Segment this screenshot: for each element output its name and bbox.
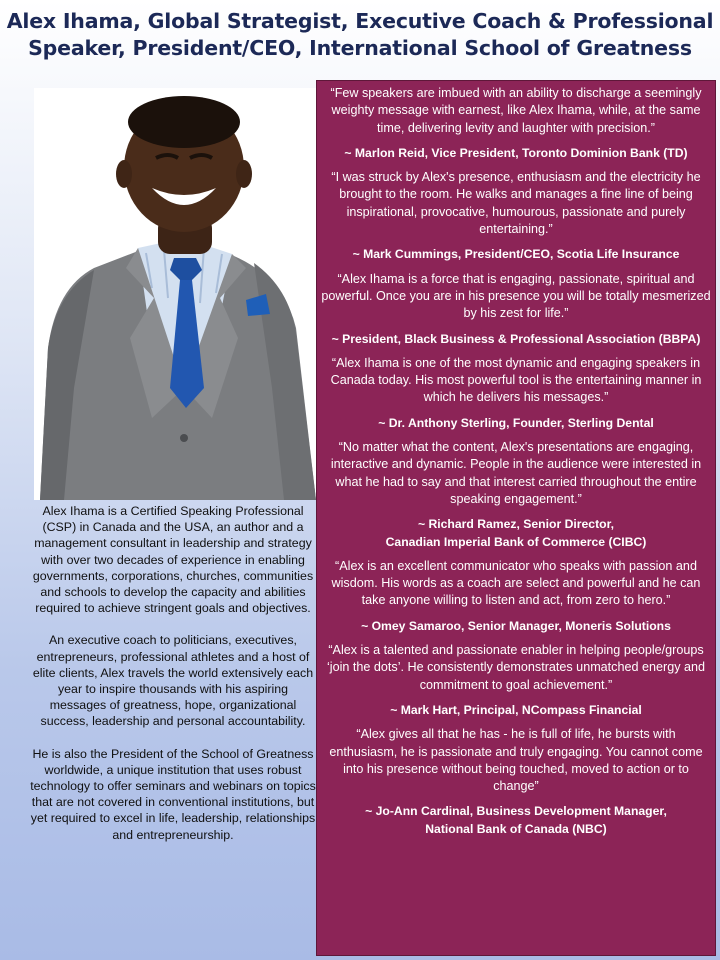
testimonial-quote: “Alex gives all that he has - he is full of life, he bursts with enthusiasm, he is passionate and truly engaging. You cannot come into his presence without being touched, moved to action or to change” [329, 727, 703, 794]
attribution-line: ~ Omey Samaroo, Senior Manager, Moneris Solutions [361, 618, 671, 633]
testimonials-panel [316, 80, 716, 956]
attribution-line: ~ Marlon Reid, Vice President, Toronto Dominion Bank (TD) [344, 145, 688, 160]
bio-paragraph: An executive coach to politicians, executives, entrepreneurs, professional athletes and a host of elite clients, Alex travels the world extensively each year to inspire thousands with his aspiring messages of greatness, hope, organizational success, leadership and personal accountability. [32, 633, 314, 729]
page-title [0, 8, 720, 62]
title-line-2: Speaker, President/CEO, International School of Greatness [28, 36, 692, 60]
portrait-illustration [34, 88, 316, 500]
attribution-line: ~ Dr. Anthony Sterling, Founder, Sterling Dental [378, 415, 654, 430]
testimonial-attribution [321, 803, 711, 838]
testimonial-attribution [321, 331, 711, 348]
attribution-line: ~ Richard Ramez, Senior Director, [417, 517, 615, 532]
attribution-line: ~ Mark Hart, Principal, NCompass Financial [390, 702, 642, 717]
testimonial-quote: “Alex Ihama is one of the most dynamic and engaging speakers in Canada today. His most powerful tool is the entertaining manner in which he delivers his messages.” [330, 355, 702, 405]
title-line-1: Alex Ihama, Global Strategist, Executive Coach & Professional [6, 9, 714, 33]
attribution-line: ~ Jo-Ann Cardinal, Business Development Manager, [365, 804, 667, 819]
testimonial-quote: “No matter what the content, Alex's presentations are engaging, interactive and dynamic. People in the audience were interested in what he had to say and that interest carried throughout the entire speaking engagement.” [330, 440, 702, 506]
testimonial-attribution [321, 702, 711, 719]
testimonial-attribution [321, 415, 711, 432]
testimonial-quote: “Alex is an excellent communicator who speaks with passion and wisdom. His words as a coach are select and powerful and he can take anyone willing to listen and act, from zero to hero.” [331, 558, 701, 608]
testimonial-attribution [321, 145, 711, 162]
testimonial-attribution [321, 618, 711, 635]
testimonial-quote: “Alex is a talented and passionate enabler in helping people/groups ‘join the dots’. He consistently demonstrates unmatched energy and commitment to goal achievement.” [326, 643, 706, 692]
biography [30, 503, 316, 859]
testimonial-attribution [321, 246, 711, 263]
attribution-line: National Bank of Canada (NBC) [425, 821, 607, 836]
attribution-line: Canadian Imperial Bank of Commerce (CIBC) [385, 534, 647, 549]
testimonial-attribution [321, 516, 711, 551]
testimonial-quote: “Few speakers are imbued with an ability to discharge a seemingly weighty message with earnest, like Alex Ihama, while, at the same time, delivering levity and laughter with precision.” [330, 86, 702, 135]
bio-paragraph: Alex Ihama is a Certified Speaking Professional (CSP) in Canada and the USA, an author and a management consultant in leadership and strategy with over two decades of experience in enabling governments, corporations, churches, communities and schools to develop the capacity and abilities required to achieve stringent goals and objectives. [32, 504, 314, 616]
attribution-line: ~ President, Black Business & Professional Association (BBPA) [331, 331, 701, 346]
testimonial-quote: “I was struck by Alex's presence, enthusiasm and the electricity he brought to the room. He walks and manages a fine line of being inspirational, provocative, humourous, passionate and purely entertaining.” [331, 170, 701, 237]
attribution-line: ~ Mark Cummings, President/CEO, Scotia Life Insurance [352, 247, 680, 262]
bio-paragraph: He is also the President of the School of Greatness worldwide, a unique institution that uses robust technology to offer seminars and webinars on topics that are not covered in conventional institutions, but yet required to excel in life, leadership, relationships and entrepreneurship. [30, 746, 316, 842]
testimonial-quote: “Alex Ihama is a force that is engaging, passionate, spiritual and powerful. Once you are in his presence you will be totally mesmerized by his zest for life.” [321, 271, 711, 321]
portrait-photo [34, 88, 316, 500]
